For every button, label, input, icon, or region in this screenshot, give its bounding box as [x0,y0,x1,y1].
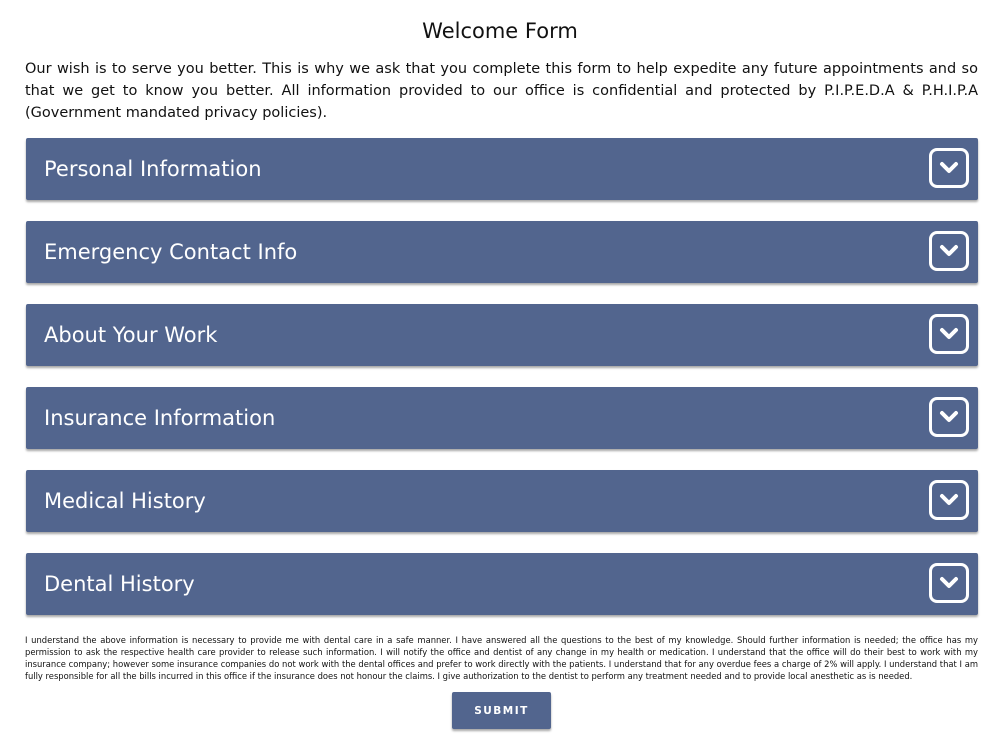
form-accordion [26,138,978,636]
chevron-down-icon[interactable] [929,231,969,271]
section-label: About Your Work [44,323,218,347]
section-personal-information[interactable] [26,138,978,200]
chevron-down-icon[interactable] [929,314,969,354]
intro-paragraph: Our wish is to serve you better. This is why we ask that you complete this form to help expedite any future appointments and so that we get to know you better. All information provided to our office is confidential and protected by P.I.P.E.D.A & P.H.I.P.A (Government mandated privacy policies). [25,61,978,121]
chevron-down-icon[interactable] [929,480,969,520]
section-emergency-contact-info[interactable] [26,221,978,283]
page-title: Welcome Form [422,19,578,43]
section-label: Insurance Information [44,406,276,430]
section-label: Personal Information [44,157,262,181]
chevron-down-icon[interactable] [929,563,969,603]
section-insurance-information[interactable] [26,387,978,449]
section-dental-history[interactable] [26,553,978,615]
chevron-down-icon[interactable] [929,397,969,437]
section-about-your-work[interactable] [26,304,978,366]
section-label: Medical History [44,489,206,513]
chevron-down-icon[interactable] [929,148,969,188]
submit-button[interactable]: SUBMIT [452,692,551,729]
section-medical-history[interactable] [26,470,978,532]
consent-disclaimer: I understand the above information is necessary to provide me with dental care in a safe manner. I have answered all the questions to the best of my knowledge. Should further information is needed; the office has my permission to ask the respective health care provider to release such information. I will notify the office and dentist of any change in my health or medication. I understand that the office will do their best to work with my insurance company; however some insurance companies do not work with the dental offices and prefer to work directly with the patients. I understand that for any overdue fees a charge of 2% will apply. I understand that I am fully responsible for all the bills incurred in this office if the insurance does not honour the claims. I give authorization to the dentist to perform any treatment needed and to provide local anesthetic as is needed. [25,635,978,681]
section-label: Dental History [44,572,195,596]
section-label: Emergency Contact Info [44,240,298,264]
